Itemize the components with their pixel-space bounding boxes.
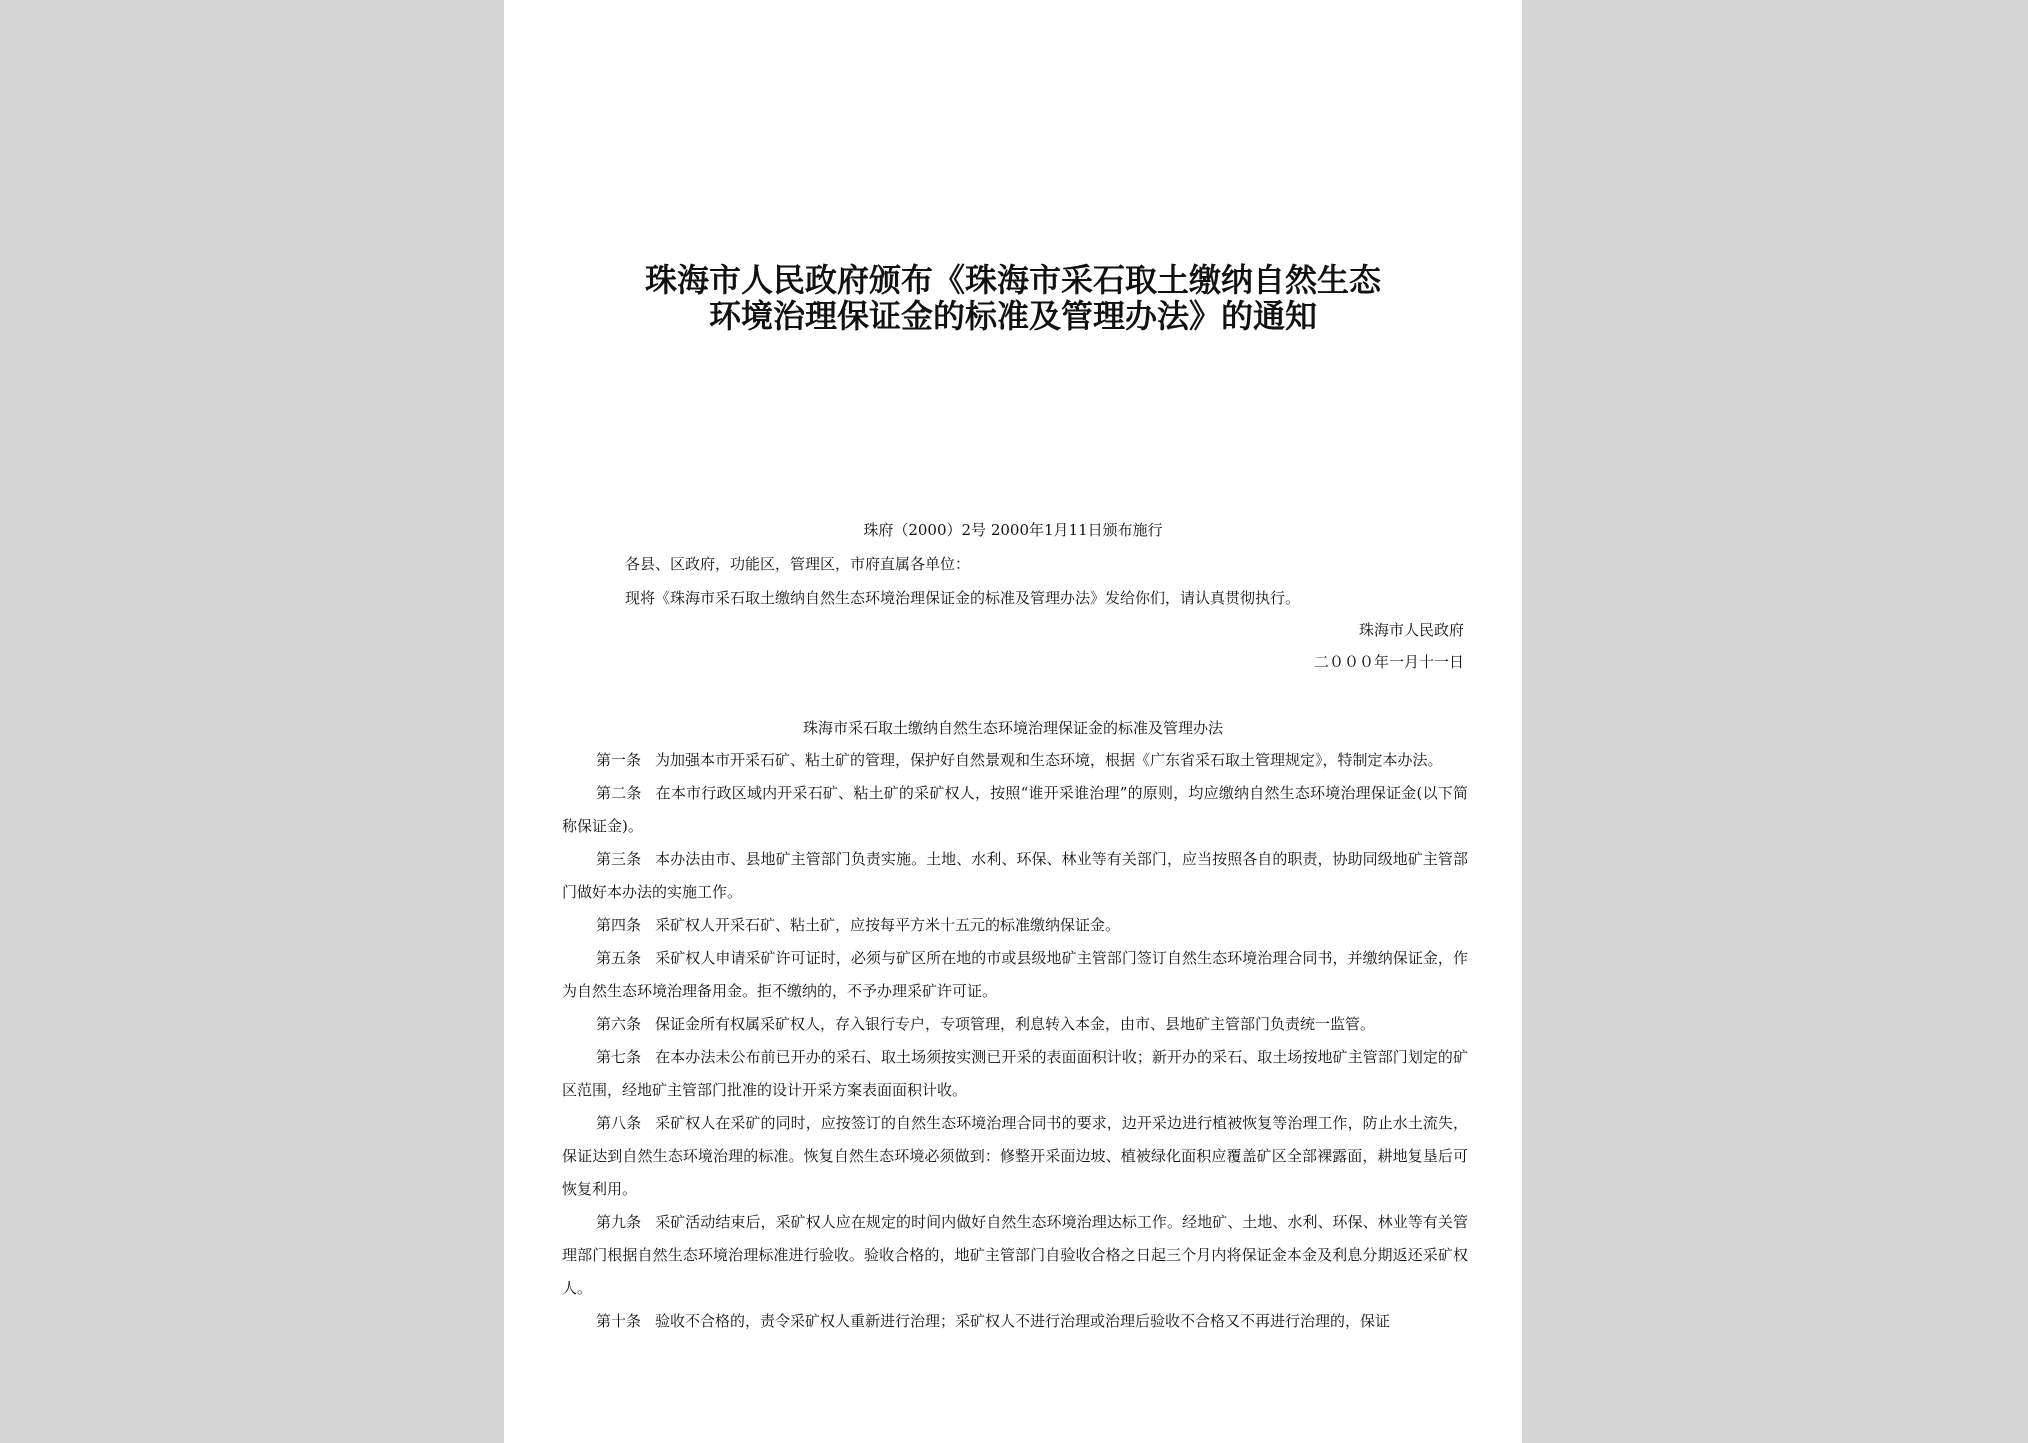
attachment-title: 珠海市采石取土缴纳自然生态环境治理保证金的标准及管理办法 — [802, 719, 1223, 737]
article-2: 第二条 在本市行政区域内开采石矿、粘土矿的采矿权人，按照“谁开采谁治理”的原则，均应缴纳自然生态环境治理保证金(以下简称保证金)。 — [562, 784, 1468, 835]
article-9: 第九条 采矿活动结束后，采矿权人应在规定的时间内做好自然生态环境治理达标工作。经地矿、土地、水利、环保、林业等有关管理部门根据自然生态环境治理标准进行验收。验收合格的，地矿主管部门自验收合格之日起三个月内将保证金本金及利息分期返还采矿权人。 — [562, 1213, 1468, 1297]
article-4: 第四条 采矿权人开采石矿、粘土矿，应按每平方米十五元的标准缴纳保证金。 — [596, 916, 1121, 934]
article-5: 第五条 采矿权人申请采矿许可证时，必须与矿区所在地的市或县级地矿主管部门签订自然生态环境治理合同书，并缴纳保证金，作为自然生态环境治理备用金。拒不缴纳的，不予办理采矿许可证。 — [562, 949, 1468, 1000]
article-1: 第一条 为加强本市开采石矿、粘土矿的管理，保护好自然景观和生态环境，根据《广东省采石取土管理规定》，特制定本办法。 — [596, 751, 1443, 769]
notice-body: 现将《珠海市采石取土缴纳自然生态环境治理保证金的标准及管理办法》发给你们，请认真贯彻执行。 — [625, 589, 1301, 607]
document-page — [504, 0, 1522, 1443]
article-3: 第三条 本办法由市、县地矿主管部门负责实施。土地、水利、环保、林业等有关部门，应当按照各自的职责，协助同级地矿主管部门做好本办法的实施工作。 — [562, 850, 1468, 901]
signer: 珠海市人民政府 — [1358, 621, 1464, 639]
article-10: 第十条 验收不合格的，责令采矿权人重新进行治理；采矿权人不进行治理或治理后验收不合格又不再进行治理的，保证 — [596, 1312, 1391, 1330]
signing-date: 二０００年一月十一日 — [1313, 653, 1464, 671]
article-7: 第七条 在本办法未公布前已开办的采石、取土场须按实测已开采的表面面积计收；新开办的采石、取土场按地矿主管部门划定的矿区范围，经地矿主管部门批准的设计开采方案表面面积计收。 — [562, 1048, 1468, 1099]
addressee: 各县、区政府，功能区，管理区，市府直属各单位： — [625, 555, 971, 573]
issue-info: 珠府（2000）2号 2000年1月11日颁布施行 — [863, 521, 1163, 539]
article-6: 第六条 保证金所有权属采矿权人，存入银行专户，专项管理，利息转入本金，由市、县地矿主管部门负责统一监管。 — [596, 1015, 1376, 1033]
articles-list — [562, 744, 1468, 1338]
title-line-1: 珠海市人民政府颁布《珠海市采石取土缴纳自然生态 — [644, 261, 1381, 299]
title-line-2: 环境治理保证金的标准及管理办法》的通知 — [708, 297, 1317, 335]
document-title — [600, 262, 1426, 334]
article-8: 第八条 采矿权人在采矿的同时，应按签订的自然生态环境治理合同书的要求，边开采边进行植被恢复等治理工作，防止水土流失，保证达到自然生态环境治理的标准。恢复自然生态环境必须做到：修整开采面边坡、植被绿化面积应覆盖矿区全部裸露面，耕地复垦后可恢复利用。 — [562, 1114, 1468, 1198]
